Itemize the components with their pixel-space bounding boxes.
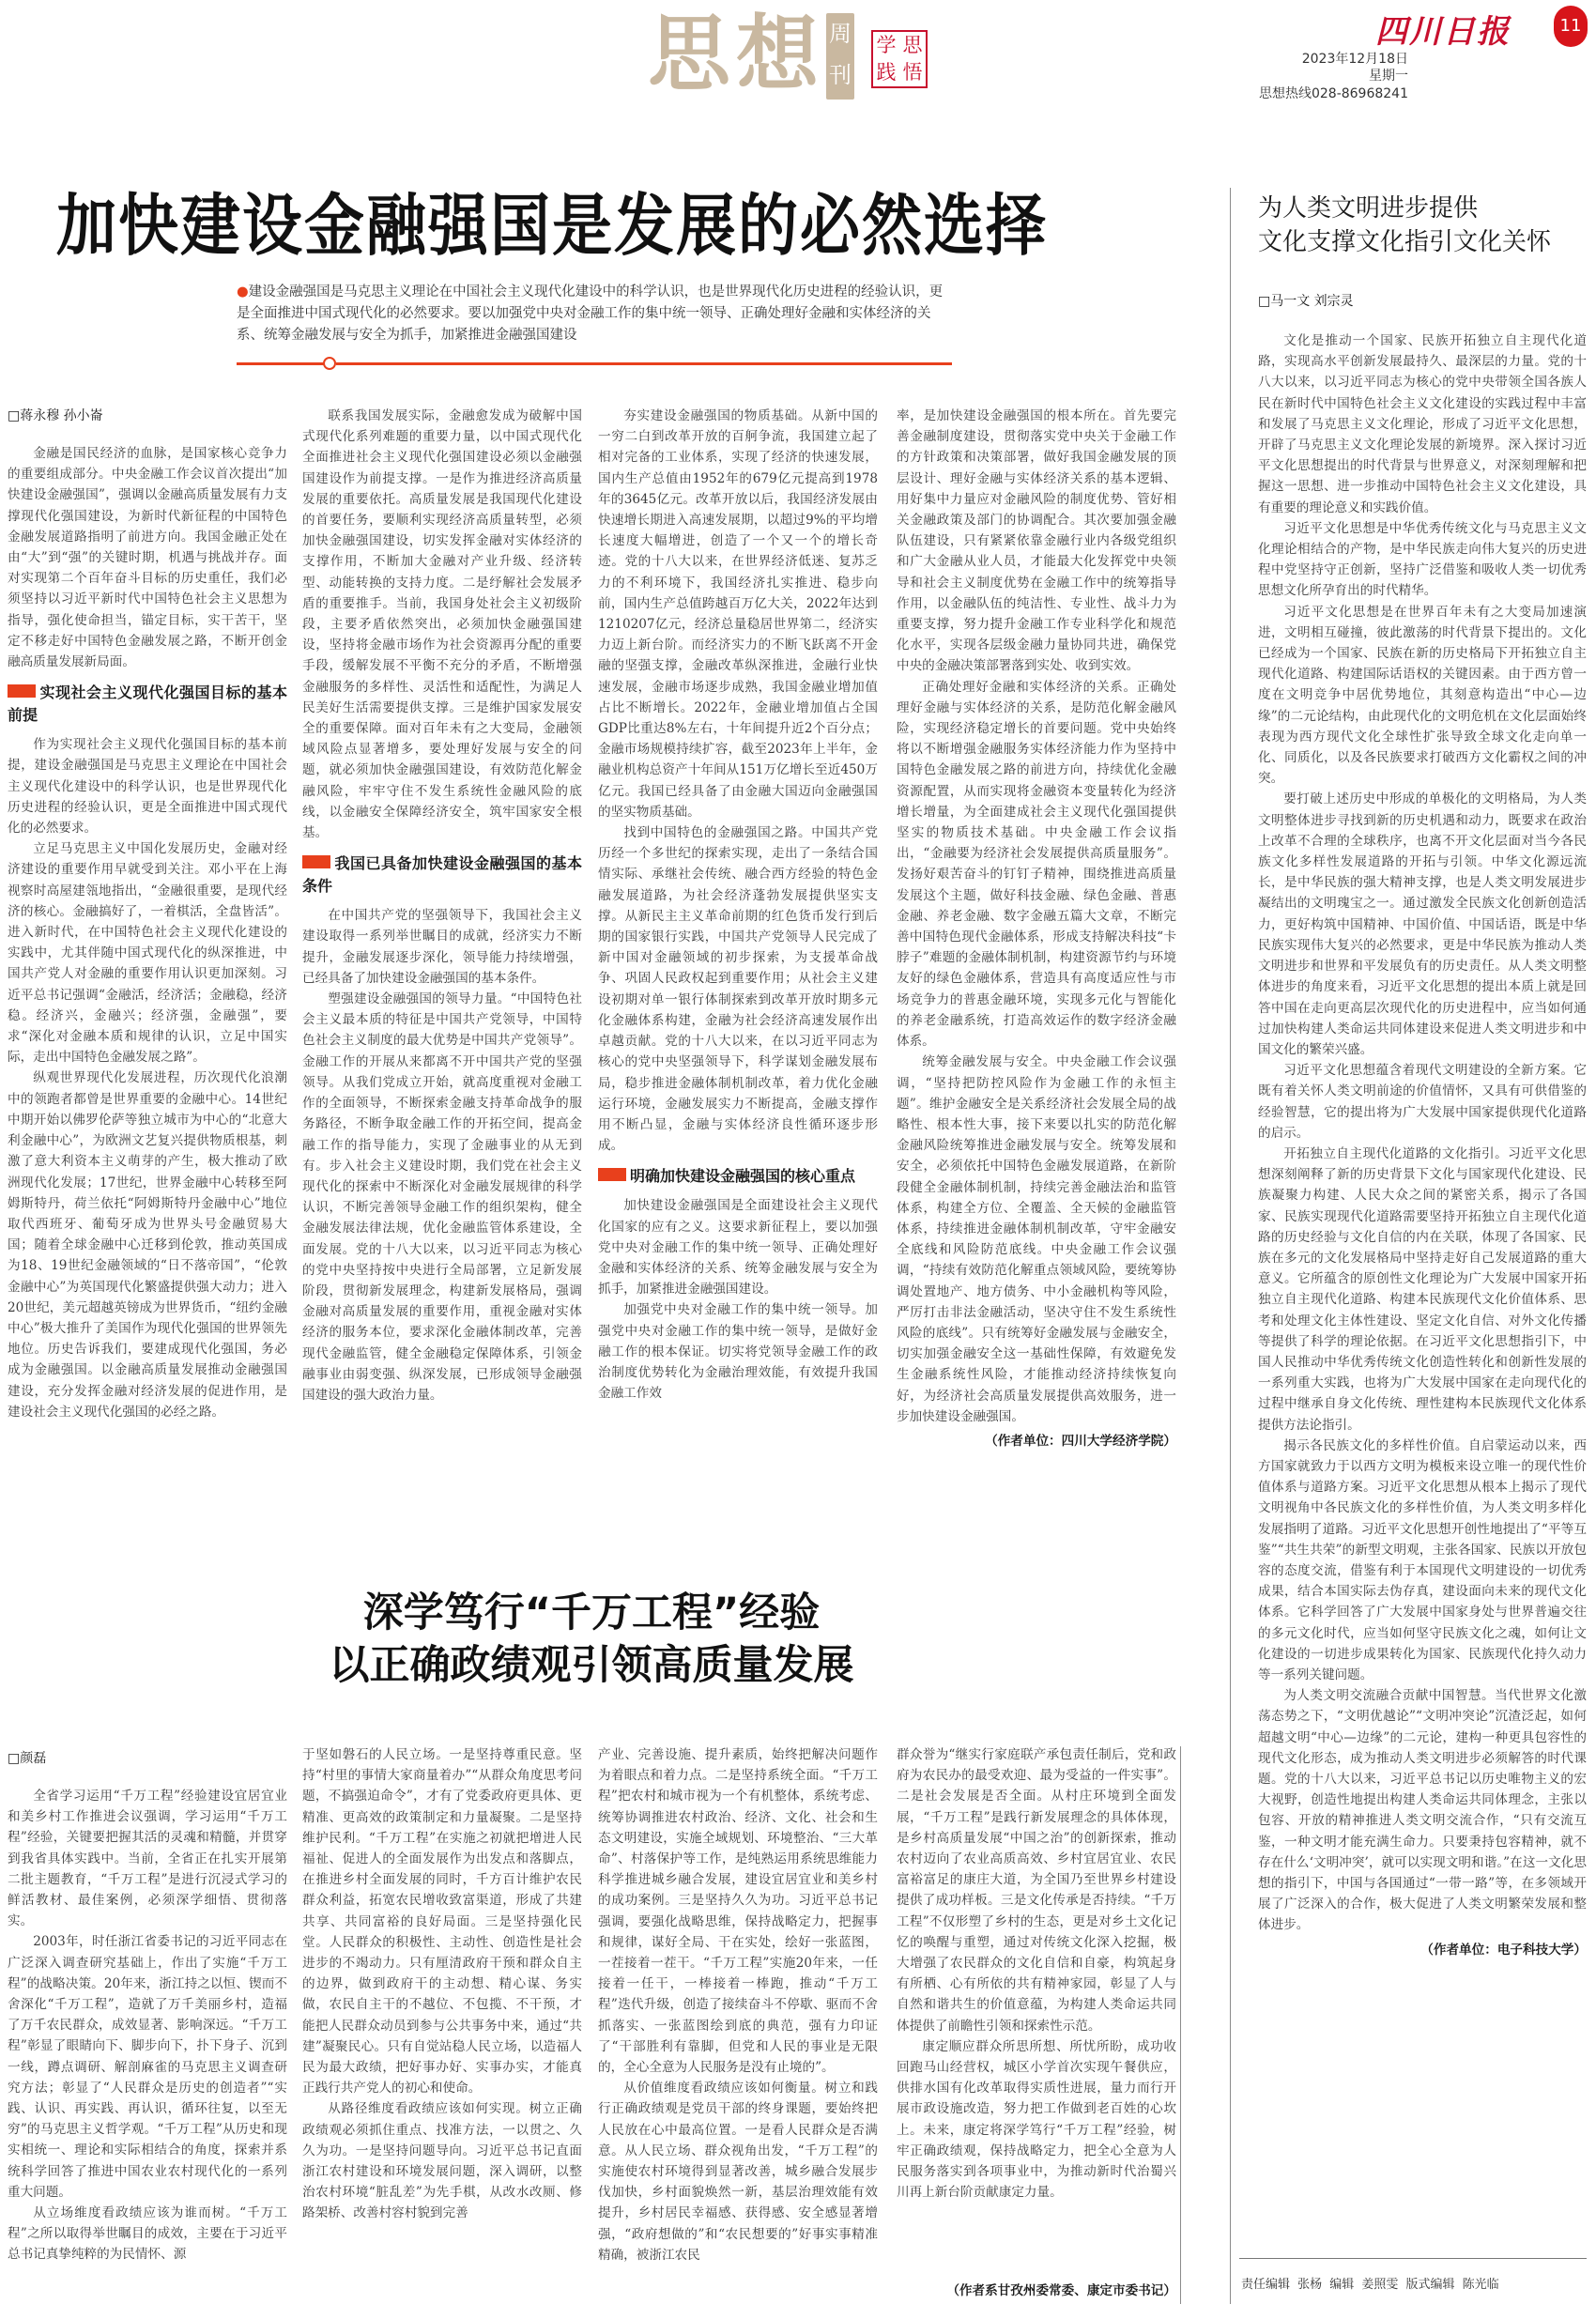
seal-char: 学: [876, 34, 897, 56]
subheading-text: 我国已具备加快建设金融强国的基本条件: [302, 854, 582, 896]
article3-byline: □马一文 刘宗灵: [1258, 294, 1354, 309]
subheading: [302, 852, 582, 898]
article3-column: [1258, 330, 1587, 2218]
column-divider: [1180, 1746, 1181, 2304]
paragraph: 纵观世界现代化发展进程，历次现代化浪潮中的领跑者都曾是世界重要的金融中心。14世纪中期开始以佛罗伦萨等独立城市为中心的“北意大利金融中心”，为欧洲文艺复兴提供物质根基，刺激了意大利资本主义萌芽的产生，极大推动了欧洲现代化发展；17世纪，世界金融中心转移至阿姆斯特丹，荷兰依托“阿姆斯特丹金融中心”地位取代西班牙、葡萄牙成为世界头号金融贸易大国；随着全球金融中心迁移到伦敦，推动英国成为18、19世纪金融领域的“日不落帝国”，“伦敦金融中心”为英国现代化繁盛提供强大动力；进入20世纪，美元超越英镑成为世界货币，“纽约金融中心”极大推升了美国作为现代化强国的世界领先地位。历史告诉我们，要建成现代化强国，务必成为金融强国。以金融高质量发展推动金融强国建设，充分发挥金融对经济发展的促进作用，是建设社会主义现代化强国的必经之路。: [8, 1070, 287, 1420]
paragraph: 开拓独立自主现代化道路的文化指引。习近平文化思想深刻阐释了新的历史背景下文化与国家现代化建设、民族凝聚力构建、人民大众之间的紧密关系，揭示了各国家、民族实现现代化道路需要坚持开拓独立自主现代化道路的历史经验与文化自信的内在关联，体现了各国家、民族在多元的文化发展格局中坚持走好自己发展道路的重大意义。它所蕴含的原创性文化理论为广大发展中国家开拓独立自主现代化道路、构建本民族现代文化价值体系、思考和处理文化主体性建设、坚定文化自信、对外文化传播等提供了科学的理论依据。在习近平文化思想指引下，中国人民推动中华优秀传统文化创造性转化和创新性发展的一系列重大实践，也将为广大发展中国家在走向现代化的过程中继承自身文化传统、理性建构本民族现代文化体系提供方法论指引。: [1258, 1145, 1587, 1433]
paragraph: 统筹金融发展与安全。中央金融工作会议强调，“坚持把防控风险作为金融工作的永恒主题”。维护金融安全是关系经济社会发展全局的战略性、根本性大事，接下来要以扎实的防范化解金融风险统筹推进金融发展与安全。统筹发展和安全，必须依托中国特色金融发展道路，在新阶段健全金融体制机制，持续完善金融法治和监管体系，构建全方位、全覆盖、全天候的金融监管体系，持续推进金融体制机制改革，守牢金融安全底线和风险防范底线。中央金融工作会议强调，“持续有效防范化解重点领域风险，要统筹协调处置地产、地方债务、中小金融机构等风险，严厉打击非法金融活动，坚决守住不发生系统性风险的底线”。只有统筹好金融发展与金融安全，切实加强金融安全这一基础性保障，有效避免发生金融系统性风险，才能推动经济持续恢复向好，为经济社会高质量发展提供高效服务，进一步加快建设金融强国。: [897, 1054, 1176, 1424]
red-bar-icon: [598, 1168, 626, 1181]
page-number-badge: 11: [1554, 6, 1588, 47]
article2-column-2: [302, 1744, 582, 2304]
seal-char: 践: [876, 61, 897, 84]
seal-badge: [871, 30, 928, 88]
paragraph: 联系我国发展实际，金融愈发成为破解中国式现代化系列难题的重要力量，以中国式现代化全面推进社会主义现代化强国建设必须以金融强国建设作为前提支撑。一是作为推进经济高质量发展的重要依托。高质量发展是我国现代化建设的首要任务，要顺利实现经济高质量转型，必须加快金融强国建设，切实发挥金融对实体经济的支撑作用，不断加大金融对产业升级、经济转型、动能转换的支持力度。二是纾解社会发展矛盾的重要推手。当前，我国身处社会主义初级阶段，主要矛盾依然突出，必须加快金融强国建设，坚持将金融市场作为社会资源再分配的重要手段，缓解发展不平衡不充分的矛盾，不断增强金融服务的多样性、灵活性和适配性，为满足人民美好生活需要提供支撑。三是维护国家发展安全的重要保障。面对百年未有之大变局，金融领域风险点显著增多，要处理好发展与安全的问题，就必须加快金融强国建设，有效防范化解金融风险，牢牢守住不发生系统性金融风险的底线，以金融安全保障经济安全，筑牢国家安全根基。: [302, 408, 582, 841]
seal-char: 悟: [902, 61, 923, 84]
paragraph: 群众誉为“继实行家庭联产承包责任制后，党和政府为农民办的最受欢迎、最为受益的一件实事”。二是社会发展是否全面。从村庄环境到全面发展，“千万工程”是践行新发展理念的具体体现，是乡村高质量发展“中国之治”的创新探索，推动农村迈向了农业高质高效、乡村宜居宜业、农民富裕富足的康庄大道，为全国乃至世界乡村建设提供了成功样板。三是文化传承是否持续。“千万工程”不仅形塑了乡村的生态，更是对乡土文化记忆的唤醒与重塑，通过对传统文化深入挖掘，极大增强了农民群众的文化自信和自豪，构筑起身有所栖、心有所依的共有精神家园，彰显了人与自然和谐共生的价值意蕴，为构建人类命运共同体提供了前瞻性引领和探索性示范。: [897, 1747, 1176, 2034]
paragraph: 金融是国民经济的血脉，是国家核心竞争力的重要组成部分。中央金融工作会议首次提出“加快建设金融强国”，强调以金融高质量发展有力支撑现代化强国建设，为新时代新征程的中国特色金融发展道路指明了前进方向。我国金融正处在由“大”到“强”的关键时期，机遇与挑战并存。面对实现第二个百年奋斗目标的历史重任，我们必须坚持以习近平新时代中国特色社会主义思想为指导，强化使命担当，锚定目标，实干苦干，坚定不移走好中国特色金融发展之路，不断开创金融高质量发展新局面。: [8, 446, 287, 670]
paragraph: 夯实建设金融强国的物质基础。从新中国的一穷二白到改革开放的百舸争流，我国建立起了相对完备的工业体系，实现了经济的快速发展，国内生产总值由1952年的679亿元提高到1978年的3645亿元。改革开放以后，我国经济发展由快速增长期进入高速发展期，以超过9%的平均增长速度大幅增进，创造了一个又一个的增长奇迹。党的十八大以来，在世界经济低迷、复苏乏力的不利环境下，我国经济扎实推进、稳步向前，国内生产总值跨越百万亿大关，2022年达到1210207亿元，经济总量稳居世界第二，经济实力迈上新台阶。而经济实力的不断飞跃离不开金融的坚强支撑，金融改革纵深推进，金融行业快速发展，金融市场逐步成熟，我国金融业增加值占比不断增长。2022年，金融业增加值占全国GDP比重达8%左右，十年间提升近2个百分点；金融市场规模持续扩容，截至2023年上半年，金融业机构总资产十年间从151万亿增长至近450万亿元。我国已经具备了由金融大国迈向金融强国的坚实物质基础。: [598, 408, 878, 820]
paragraph: 于坚如磐石的人民立场。一是坚持尊重民意。坚持“村里的事情大家商量着办”“从群众角度思考问题，不搞强迫命令”，才有了党委政府更具体、更精准、更高效的政策制定和力量凝聚。二是坚持维护民利。“千万工程”在实施之初就把增进人民福祉、促进人的全面发展作为出发点和落脚点，在推进乡村全面发展的同时，千方百计维护农民群众利益，拓宽农民增收致富渠道，形成了共建共享、共同富裕的良好局面。三是坚持强化民堂。人民群众的积极性、主动性、创造性是社会进步的不竭动力。只有厘清政府干预和群众自主的边界，做到政府干的主动想、精心谋、务实做，农民自主干的不越位、不包揽、不干预，才能把人民群众动员到参与公共事务中来，通过“共建”凝聚民心。只有自觉站稳人民立场，以造福人民为最大政绩，把好事办好、实事办实，才能真正践行共产党人的初心和使命。: [302, 1747, 582, 2097]
subheading: [8, 682, 287, 727]
article1-column-2: [302, 406, 582, 1560]
paragraph: 塑强建设金融强国的领导力量。“中国特色社会主义最本质的特征是中国共产党领导，中国特色社会主义制度的最大优势是中国共产党领导”。金融工作的开展从来都离不开中国共产党的坚强领导。从我们党成立开始，就高度重视对金融工作的全面领导，不断探索金融支持革命战争的服务路径，不断争取金融工作的开拓空间，提高金融工作的指导能力，实现了金融事业的从无到有。步入社会主义建设时期，我们党在社会主义现代化的探索中不断深化对金融发展规律的科学认识，不断完善领导金融工作的组织架构，健全金融发展法律法规，优化金融监管体系建设，全面发展。党的十八大以来，以习近平同志为核心的党中央坚持按中央进行全局部署，立足新发展阶段，贯彻新发展理念，构建新发展格局，强调金融对高质量发展的重要作用，重视金融对实体经济的服务本位，要求深化金融体制改革，完善现代金融监管，健全金融稳定保障体系，引领金融事业由弱变强、纵深发展，已形成领导金融强国建设的强大政治力量。: [302, 991, 582, 1403]
author-affiliation: （作者单位：四川大学经济学院）: [985, 1433, 1176, 1449]
paragraph: 文化是推动一个国家、民族开拓独立自主现代化道路，实现高水平创新发展最持久、最深层的力量。党的十八大以来，以习近平同志为核心的党中央带领全国各族人民在新时代中国特色社会主义文化建设的实践过程中丰富和发展了马克思主义文化理论，形成了习近平文化思想，开辟了马克思主义文化理论发展的新境界。深入探讨习近平文化思想提出的时代背景与世界意义，对深刻理解和把握这一思想、进一步推动中国特色社会主义文化建设，具有重要的理论意义和实践价值。: [1258, 333, 1587, 515]
paragraph: 正确处理好金融和实体经济的关系。正确处理好金融与实体经济的关系，是防范化解金融风险，实现经济稳定增长的首要问题。党中央始终将以不断增强金融服务实体经济能力作为坚持中国特色金融发展之路的前进方向，持续优化金融资源配置，从而实现将金融资本变量转化为经济增长增量，为全面建成社会主义现代化强国提供坚实的物质技术基础。中央金融工作会议指出，“金融要为经济社会发展提供高质量服务”。发扬好艰苦奋斗的钉钉子精神，围绕推进高质量发展这个主题，做好科技金融、绿色金融、普惠金融、养老金融、数字金融五篇大文章，不断完善中国特色现代金融体系，形成支持解决科技“卡脖子”难题的金融体制机制，构建资源节约与环境友好的绿色金融体系，营造具有高度适应性与市场竞争力的普惠金融环境，实现多元化与智能化的养老金融系统，打造高效运作的数字经济金融体系。: [897, 679, 1176, 1050]
author-affiliation: （作者系甘孜州委常委、康定市委书记）: [946, 2283, 1176, 2298]
red-bar-icon: [302, 855, 330, 868]
issue-weekday: 星期一: [1369, 69, 1408, 84]
paragraph: 找到中国特色的金融强国之路。中国共产党历经一个多世纪的探索实现，走出了一条结合国情实际、承继社会传统、融合西方经验的特色金融发展道路，为社会经济蓬勃发展提供坚实支撑。从新民主主义革命前期的红色货币发行到后期的国家银行实践，中国共产党领导人民完成了新中国对金融领域的初步探索，为支援革命战争、巩固人民政权起到重要作用；从社会主义建设初期对单一银行体制探索到改革开放时期多元化金融体系构建，金融为社会经济高速发展作出卓越贡献。党的十八大以来，在以习近平同志为核心的党中央坚强领导下，科学谋划金融发展布局，稳步推进金融体制机制改革，着力优化金融运行环境，金融发展实力不断提高，金融支撑作用不断凸显，金融与实体经济良性循环逐步形成。: [598, 825, 878, 1154]
editor-credits: 责任编辑 张杨 编辑 姜照雯 版式编辑 陈光临: [1241, 2278, 1499, 2292]
divider: [1239, 2258, 1587, 2259]
article2-column-1: [8, 1786, 287, 2304]
article2-headline: [244, 1587, 939, 1692]
article2-headline-line: 深学笃行“千万工程”经验: [362, 1590, 821, 1636]
ring-ornament: [323, 357, 336, 370]
paragraph: 习近平文化思想是在世界百年未有之大变局加速演进，文明相互碰撞，彼此激荡的时代背景下提出的。文化已经成为一个国家、民族在新的历史格局下开拓独立自主现代化道路、构建国际话语权的关键因素。由于西方曾一度在文明竞争中居优势地位，其刻意构造出“中心—边缘”的二元论结构，由此现代化的文明危机在文化层面始终表现为西方现代文化全球性扩张导致全球文化走向单一化、同质化，以及各民族要求打破西方文化霸权之间的冲突。: [1258, 604, 1587, 787]
divider: [336, 362, 952, 365]
paragraph: 在中国共产党的坚强领导下，我国社会主义建设取得一系列举世瞩目的成就，经济实力不断提升，金融发展逐步深化，领导能力持续增强，已经具备了加快建设金融强国的基本条件。: [302, 908, 582, 986]
hotline: 思想热线028-86968241: [1258, 86, 1408, 101]
article1-lead-text: 建设金融强国是马克思主义理论在中国社会主义现代化建设中的科学认识，也是世界现代化历史进程的经验认识，更是全面推进中国式现代化的必然要求。要以加强党中央对金融工作的集中统一领导、正确处理好金融和实体经济的关系、统筹金融发展与安全为抓手，加紧推进金融强国建设: [237, 284, 944, 343]
paragraph: 全省学习运用“千万工程”经验建设宜居宜业和美乡村工作推进会议强调，学习运用“千万工程”经验，关键要把握其活的灵魂和精髓，并贯穿到我省具体实践中。当前，全省正在扎实开展第二批主题教育，“千万工程”是进行沉浸式学习的鲜活教材、最佳案例，必须深学细悟、贯彻落实。: [8, 1789, 287, 1929]
subheading: [598, 1165, 878, 1188]
paragraph: 加强党中央对金融工作的集中统一领导。加强党中央对金融工作的集中统一领导，是做好金融工作的根本保证。切实将党领导金融工作的政治制度优势转化为金融治理效能，有效提升我国金融工作效: [598, 1302, 878, 1402]
divider: [237, 362, 325, 365]
article3-title: [1258, 192, 1587, 259]
article2-column-3: [598, 1744, 878, 2304]
article1-headline: 加快建设金融强国是发展的必然选择: [56, 188, 1048, 266]
paragraph: 2003年，时任浙江省委书记的习近平同志在广泛深入调查研究基础上，作出了实施“千万工程”的战略决策。20年来，浙江持之以恒、锲而不舍深化“千万工程”，造就了万千美丽乡村，造福了万千农民群众，成效显著、影响深远。“千万工程”彰显了眼睛向下、脚步向下，扑下身子、沉到一线，蹲点调研、解剖麻雀的马克思主义调查研究方法；彰显了“人民群众是历史的创造者”“实践、认识、再实践、再认识，循环往复，以至无穷”的马克思主义哲学观。“千万工程”从历史和现实相统一、理论和实际相结合的角度，探索并系统科学回答了推进中国农业农村现代化的一系列重大问题。: [8, 1934, 287, 2200]
paragraph: 从立场维度看政绩应该为谁而树。“千万工程”之所以取得举世瞩目的成效，主要在于习近平总书记真挚纯粹的为民情怀、源: [8, 2205, 287, 2263]
issue-date: 2023年12月18日: [1301, 52, 1408, 67]
paragraph: 从路径维度看政绩应该如何实现。树立正确政绩观必须抓住重点、找准方法，一以贯之、久久为功。一是坚持问题导向。习近平总书记直面浙江农村建设和环境发展问题，深入调研，以整治农村环境“脏乱差”为先手棋，从改水改厕、修路架桥、改善村容村貌到完善: [302, 2101, 582, 2221]
article3-title-line: 为人类文明进步提供: [1258, 194, 1479, 223]
article2-headline-line: 以正确政绩观引领高质量发展: [329, 1642, 854, 1689]
column-divider: [1230, 188, 1231, 2304]
paragraph: 康定顺应群众所思所想、所忧所盼，成功收回跑马山经营权，城区小学首次实现午餐供应，供排水国有化改革取得实质性进展，量力而行开展市政设施改造，努力把工作做到老百姓的心坎上。未来，康定将深学笃行“千万工程”经验，树牢正确政绩观，保持战略定力，把全心全意为人民服务落实到各项事业中，为推动新时代治蜀兴川再上新台阶贡献康定力量。: [897, 2038, 1176, 2201]
subheading-text: 明确加快建设金融强国的核心重点: [630, 1167, 856, 1186]
section-title: 思想: [648, 6, 825, 102]
article2-column-4: [897, 1744, 1176, 2251]
paragraph: 习近平文化思想是中华优秀传统文化与马克思主义文化理论相结合的产物，是中华民族走向伟大复兴的历史进程中党坚持守正创新，坚持广泛借鉴和吸收人类一切优秀思想文化所孕育出的时代精华。: [1258, 520, 1587, 599]
paragraph: 作为实现社会主义现代化强国目标的基本前提，建设金融强国是马克思主义理论在中国社会主义现代化建设中的科学认识，也是世界现代化历史进程的经验认识，更是全面推进中国式现代化的必然要求。: [8, 737, 287, 837]
paragraph: 为人类文明交流融合贡献中国智慧。当代世界文化激荡态势之下，“文明优越论”“文明冲突论”沉渣泛起，如何超越文明“中心—边缘”的二元论，建构一种更具包容性的现代文化形态，成为推动人类文明进步必须解答的时代课题。党的十八大以来，习近平总书记以历史唯物主义的宏大视野，创造性地提出构建人类命运共同体理念，主张以包容、开放的精神推进人类文明交流合作，“只有交流互鉴，一种文明才能充满生命力。只要秉持包容精神，就不存在什么‘文明冲突’，就可以实现文明和谐。”在这一文化思想的指引下，中国与各国通过“一带一路”等，在多领域开展了广泛深入的合作，极大促进了人类文明繁荣发展和整体进步。: [1258, 1688, 1587, 1933]
seal-char: 思: [902, 34, 923, 56]
paragraph: 产业、完善设施、提升素质，始终把解决问题作为着眼点和着力点。二是坚持系统全面。“千万工程”把农村和城市视为一个有机整体，系统考虑、统筹协调推进农村政治、经济、文化、社会和生态文明建设，实施全域规划、环境整治、“三大革命”、村落保护等工作，是纯熟运用系统思维能力科学推进城乡融合发展，建设宜居宜业和美乡村的成功案例。三是坚持久久为功。习近平总书记强调，要强化战略思维，保持战略定力，把握事和规律，谋好全局、干在实处，绘好一张蓝图，一茬接着一茬干。“千万工程”实施20年来，一任接着一任干，一棒接着一棒跑，推动“千万工程”迭代升级，创造了接续奋斗不停歇、驱而不舍抓落实、一张蓝图绘到底的典范，强有力印证了“干部胜利有靠脚，但党和人民的事业是无限的，全心全意为人民服务是没有止境的”。: [598, 1747, 878, 2076]
article1-column-4: [897, 406, 1176, 1560]
article1-column-1: [8, 443, 287, 1560]
paragraph: 揭示各民族文化的多样性价值。自启蒙运动以来，西方国家就致力于以西方文明为模板来设立唯一的现代性价值体系与道路方案。习近平文化思想从根本上揭示了现代文明视角中各民族文化的多样性价值，为人类文明多样化发展指明了道路。习近平文化思想开创性地提出了“平等互鉴”“共生共荣”的新型文明观，主张各国家、民族以开放包容的态度交流，借鉴有利于本国现代文明建设的一切优秀成果，结合本国实际去伪存真，建设面向未来的现代文化体系。它科学回答了广大发展中国家身处与世界普遍交往的多元文化时代，应当如何坚守民族文化之魂，如何让文化建设的一切进步成果转化为国家、民族现代化持久动力等一系列关键问题。: [1258, 1437, 1587, 1682]
paragraph: 率，是加快建设金融强国的根本所在。首先要完善金融制度建设，贯彻落实党中央关于金融工作的方针政策和决策部署，做好我国金融发展的顶层设计、理好金融与实体经济关系的基本逻辑、用好集中力量应对金融风险的制度优势、管好相关金融政策及部门的协调配合。其次要加强金融队伍建设，只有紧紧依靠金融行业内各级党组织和广大金融从业人员，才能最大化发挥党中央领导和社会主义制度优势在金融工作中的统筹指导作用，以金融队伍的纯洁性、专业性、战斗力为重要支撑，努力提升金融工作专业科学化和规范化水平，实现各层级金融力量协同共进，确保党中央的金融决策部署落到实处、收到实效。: [897, 408, 1176, 674]
paragraph: 立足马克思主义中国化发展历史，金融对经济建设的重要作用早就受到关注。邓小平在上海视察时高屋建瓴地指出，“金融很重要，是现代经济的核心。金融搞好了，一着棋活，全盘皆活”。进入新时代，在中国特色社会主义现代化建设的实践中，尤其伴随中国式现代化的纵深推进，中国共产党人对金融的重要作用认识更加深刻。习近平总书记强调“金融活，经济活；金融稳，经济稳。经济兴，金融兴；经济强，金融强”，要求“深化对金融本质和规律的认识，立足中国实际，走出中国特色金融发展之路”。: [8, 841, 287, 1066]
author-affiliation: （作者单位：电子科技大学）: [1420, 1942, 1587, 1958]
article1-column-3: [598, 406, 878, 1560]
subheading-text: 实现社会主义现代化强国目标的基本前提: [8, 684, 287, 725]
article1-byline: □蒋永穆 孙小崙: [8, 408, 103, 423]
paragraph: 习近平文化思想蕴含着现代文明建设的全新方案。它既有着关怀人类文明前途的价值情怀，又具有可供借鉴的经验智慧，它的提出将为广大发展中国家提供现代化道路的启示。: [1258, 1063, 1587, 1141]
paper-logo: 四川日报: [1375, 13, 1511, 51]
paragraph: 要打破上述历史中形成的单极化的文明格局，为人类文明整体进步寻找到新的历史机遇和动力，既要求在政治上改革不合理的全球秩序，也离不开文化层面对当今各民族文化多样性发展道路的开拓与引领。中华文化源远流长，是中华民族的强大精神支撑，也是人类文明发展进步凝结出的文明瑰宝之一。通过激发全民族文化创新创造活力，更好构筑中国精神、中国价值、中国话语，既是中华民族实现伟大复兴的必然要求，更是中华民族为推动人类文明进步和世界和平发展负有的历史责任。从人类文明整体进步的角度来看，习近平文化思想的提出本质上就是回答中国在走向更高层次现代化的历史进程中，应当如何通过加快构建人类命运共同体建设来促进人类文明进步和中国文化的繁荣兴盛。: [1258, 791, 1587, 1057]
article1-lead: [237, 282, 950, 346]
article2-byline: □颜磊: [8, 1751, 47, 1766]
red-bar-icon: [8, 684, 36, 698]
paragraph: 加快建设金融强国是全面建设社会主义现代化国家的应有之义。这要求新征程上，要以加强党中央对金融工作的集中统一领导、正确处理好金融和实体经济的关系、统筹金融发展与安全为抓手，加紧推进金融强国建设。: [598, 1198, 878, 1298]
paragraph: 从价值维度看政绩应该如何衡量。树立和践行正确政绩观是党员干部的终身课题，要始终把人民放在心中最高位置。一是看人民群众是否满意。从人民立场、群众视角出发，“千万工程”的实施使农村环境得到显著改善，城乡融合发展步伐加快，乡村面貌焕然一新，基层治理效能有效提升，乡村居民幸福感、获得感、安全感显著增强，“政府想做的”和“农民想要的”好事实事精准精确，被浙江农民: [598, 2081, 878, 2263]
bullet-icon: ●: [237, 284, 249, 300]
section-suffix: 周刊: [826, 13, 854, 100]
article3-title-line: 文化支撑文化指引文化关怀: [1258, 228, 1552, 256]
